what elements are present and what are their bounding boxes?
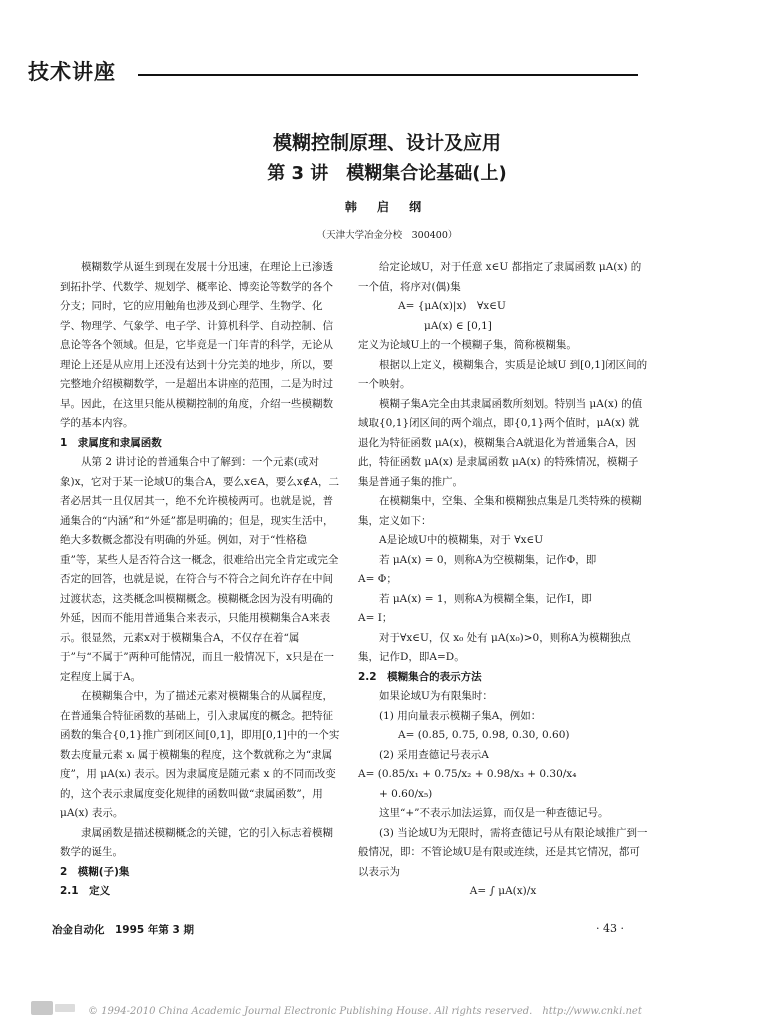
formula: A= (0.85, 0.75, 0.98, 0.30, 0.60) — [398, 729, 570, 741]
paragraph: 模糊子集A完全由其隶属函数所刻划。特别当 μA(x) 的值域取{0,1}闭区间的两个端点，即{0,1}两个值时，μA(x) 就退化为特征函数 μA(x)，模糊集合A就退化为普通集合A，因此，特征函数 μA(x) 是隶属函数 μA(x) 的特殊情况，模糊子集是普通子集的推广。 — [358, 397, 643, 488]
paragraph: 在模糊集中，空集、全集和模糊独点集是几类特殊的模糊集，定义如下： — [358, 495, 642, 527]
formula: A= I； — [358, 612, 393, 624]
formula: A= ∫ μA(x)/x — [469, 885, 537, 897]
article-title: 模糊控制原理、设计及应用 — [272, 132, 501, 154]
paragraph: (2) 采用查德记号表示A — [379, 748, 489, 761]
subsection-heading: 2.2 模糊集合的表示方法 — [358, 670, 482, 683]
formula: 若 μA(x) = 0，则称A为空模糊集，记作Φ，即 — [379, 553, 597, 566]
formula: A是论域U中的模糊集，对于 ∀x∈U — [379, 534, 544, 546]
paragraph: 给定论域U，对于任意 x∈U 都指定了隶属函数 μA(x) 的一个值，将序对(偶)集 — [358, 261, 642, 293]
paragraph: 隶属函数是描述模糊概念的关键，它的引入标志着模糊数学的诞生。 — [60, 826, 333, 858]
paragraph: 模糊数学从诞生到现在发展十分迅速，在理论上已渗透到拓扑学、代数学、规划学、概率论、博奕论等数学的各个分支；同时，它的应用触角也涉及到心理学、生物学、化学、物理学、气象学、电子学、计算机科学、自动控制、信息论等各个领域。但是，它毕竟是一门年青的科学，无论从理论上还是从应用上还没有达到十分完美的地步，所以，要完整地介绍模糊数学，一是超出本讲座的范围，二是为时过早。因此，在这里只能从模糊控制的角度，介绍一些模糊数学的基本内容。 — [60, 261, 333, 429]
paragraph: 在模糊集合中，为了描述元素对模糊集合的从属程度，在普通集合特征函数的基础上，引入隶属度的概念。把特征函数的集合{0,1}推广到闭区间[0,1]，即用[0,1]中的一个实数去度量元素 xᵢ 属于模糊集的程度，这个数就称之为“隶属度”，用 μA(xᵢ) 表示。因为隶属度是随元素 x 的不同而改变的，这个表示隶属度变化规律的函数叫做“隶属函数”，用 μA(x) 表示。 — [60, 690, 340, 819]
paragraph: 从第 2 讲讨论的普通集合中了解到：一个元素(或对象)x，它对于某一论域U的集合A，要么x∈A，要么x∉A，二者必居其一且仅居其一，绝不允许模棱两可。也就是说，普通集合的“内涵”和“外延”都是明确的；但是，现实生活中，绝大多数概念都没有明确的外延。例如，对于“性格稳重”等，某些人是否符合这一概念，很难给出完全肯定或完全否定的回答，也就是说，在符合与不符合之间允许存在中间过渡状态，这类概念叫模糊概念。模糊概念因为没有明确的外延，因而不能用普通集合来表示，只能用模糊集合A来表示。很显然，元素x对于模糊集合A，不仅存在着“属于”与“不属于”两种可能情况，而且一般情况下，x只是在一定程度上属于A。 — [60, 456, 340, 683]
formula: A= Φ； — [358, 573, 397, 585]
formula: μA(x) ∈ [0,1] — [424, 319, 492, 332]
header-rule — [138, 74, 638, 76]
article-subtitle: 第 3 讲 模糊集合论基础(上) — [267, 163, 507, 184]
left-column — [60, 258, 340, 902]
affiliation: （天津大学冶金分校 300400） — [316, 230, 458, 241]
subsection-heading: 2.1 定义 — [60, 885, 111, 897]
paragraph: 如果论域U为有限集时： — [379, 690, 493, 702]
formula: A= {μA(x)|x) ∀x∈U — [398, 300, 506, 312]
paragraph: 这里“+”不表示加法运算，而仅是一种查德记号。 — [379, 807, 609, 819]
formula: 若 μA(x) = 1，则称A为模糊全集，记作I，即 — [379, 592, 592, 605]
paragraph: (3) 当论域U为无限时，需将查德记号从有限论域推广到一般情况，即：不管论域U是有限或连续，还是其它情况，都可以表示为 — [358, 826, 648, 878]
journal-footer: 冶金自动化 1995 年第 3 期 — [52, 924, 194, 936]
paragraph: 对于∀x∈U，仅 x₀ 处有 μA(x₀)>0，则称A为模糊独点集，记作D，即A=D。 — [358, 631, 631, 663]
author: 韩 启 纲 — [344, 200, 430, 214]
paragraph: (1) 用向量表示模糊子集A，例如： — [379, 709, 542, 722]
copyright-notice: © 1994-2010 China Academic Journal Electronic Publishing House. All rights reserved. http://www.cnki.net — [88, 1006, 642, 1017]
paragraph: 定义为论域U上的一个模糊子集，简称模糊集。 — [358, 339, 577, 351]
formula: A= (0.85/x₁ + 0.75/x₂ + 0.98/x₃ + 0.30/x₄ — [358, 768, 577, 780]
formula: + 0.60/x₅) — [379, 787, 433, 800]
paragraph: 根据以上定义，模糊集合，实质是论域U 到[0,1]闭区间的一个映射。 — [358, 358, 648, 390]
section-label: 技术讲座 — [28, 60, 116, 84]
page-number: · 43 · — [596, 922, 624, 935]
section-heading: 1 隶属度和隶属函数 — [60, 436, 162, 449]
section-heading: 2 模糊(子)集 — [60, 865, 130, 878]
right-column — [358, 258, 648, 902]
